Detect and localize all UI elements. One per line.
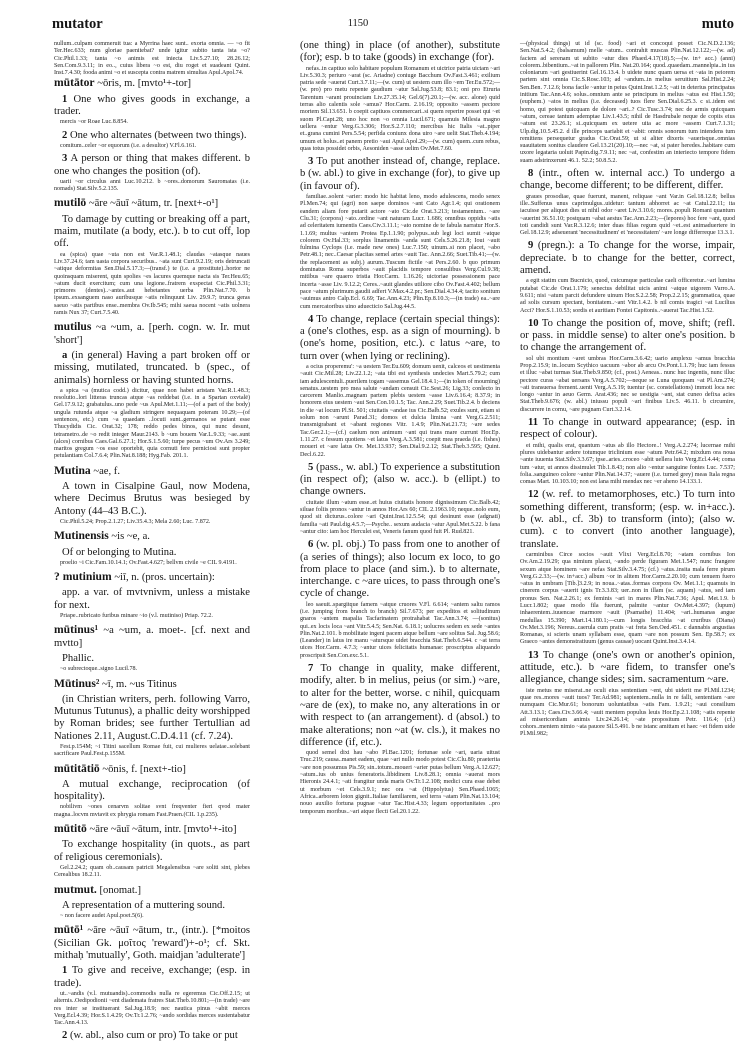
sense-definition bbox=[520, 240, 735, 277]
sense-definition bbox=[54, 653, 250, 665]
sense-citations: iste metus me miserat..ne oculi eius sententiam ~ent, ubi uiderit me Pl.Mil.1234; quae res..mores ~auit tuos? Ter.Ad.981; sapientem..nulla in re falli, sententiam ~are numquam Cic.Mur.61; bonorum uoluntatibus ~atis Fam. 1.9.21; ~aui consilium Att.3.13.1; Caes.Civ.3.66.4; ~auit mentem populus leuis Hor.Ep.2.1.108; ~atis repente ad misericordiam animis Liv.24.26.14; ~ate propositum Petr. 116.4; (cf.) cohors..mentem nimio ~ata pauore Sil.5.491. b ne istanc amittam et haec ~et fidem uide Pl.Mil.982; bbox=[520, 687, 735, 738]
sense-number: 4 bbox=[308, 313, 314, 325]
column-3 bbox=[520, 40, 735, 739]
sense-citations: ea (spica) quae ~uta non est Var.R.1.48.1; claudas ~atasque naues Liv.37.24.6; tam uasta corpora securibus.. ~ata sunt Curt.9.2.19; oris detruncati ~atique deformitas Sen.Dial.5.17.3;—(transf.) te (i.e. a prostitute)..hortor ne quoinsquam miserent, quin spolies ~es lacures quemque nacta sis Ter.Heu.65; ~atum ducit exercitum; cum una legione..fratrem exspectat Cic.Phil.3.31; primores (dentes)..~antes..aut hebetantes uerba Plin.Nat.7.70. b ipsum..exsanguem naso auribusque ~atis relinquunt Liv. 29.9.7; trunca geras saeuo ~atis partibus ense..membra Ov.Ib.545; mihi saeua nocent ~atis uolnera ramis Nux 37; Curt.7.5.40. bbox=[54, 251, 250, 317]
continuation-citations: nullum..culpam commeruit tua: a Myrrina haec sunt.. exorta omnia. — ~o fit Ter.Hec.633; num gloriae paenitebat? unde igitur subito tanta ista ~o? Cic.Phil.1.33; tanta ~o animis est iniecta Liv.5.27.10; 28.26.12; Sen.Com.9.3.11; in eo.., cuius libera ~o est, diu roget et suadeant Quint. Inst.7.4.30; fooda animi ~o et suscepta contra matrem simultas Apul.Apol.74. bbox=[54, 41, 250, 77]
column-2 bbox=[300, 40, 500, 816]
sense-text: To exchange hospitality (in quots., as part of religious ceremonials). bbox=[54, 839, 250, 863]
dictionary-entry bbox=[54, 465, 250, 526]
grammar-info: ~a ~um, a. moet-. [cf. next and mvtto] bbox=[54, 625, 250, 649]
sense-definition bbox=[54, 153, 250, 178]
sense-number: 3 bbox=[308, 156, 314, 168]
sense-citations: ~o subrectoque..signo Lucil.78. bbox=[60, 666, 138, 673]
sense-text: To put another instead of, change, replace. b (w. abl.) to give in exchange (for), to give up (in favour of). bbox=[300, 156, 500, 192]
headword: Mutinensis bbox=[54, 529, 109, 543]
sense-definition bbox=[54, 350, 250, 387]
sense-text: Of or belonging to Mutina. bbox=[62, 546, 177, 558]
sense-definition bbox=[520, 318, 735, 355]
sense-number: 12 bbox=[528, 489, 539, 501]
sense-definition bbox=[54, 694, 250, 743]
sense-citations: familiae..solent ~arier: modo hic habitat leno, modo adulescens, modo senex Pl.Men.74; qui (agri) non saepe dominos ~ant Cato Agr.1.4; qui orationem eandem aliam fore putarit actore ~ato Cic.de Orat.3.213; testamentum.. ~are Clu.31; (corpora) ~ato..ordine ~ant naturam Lucr. 1.686; omnibus oppidis ~atis ad celeritatem iumentis Caes.Civ.3.11.1; ~ato nomine de te fabula narratur Hor.S. 1.1.69; multus ~antem Protea Ep.1.1.90; polypus..sub legi loci sumit ~atque colorem Ov.Hal.33; sorplus linamentis ~anda sunt Cels.5.26.21.8; Ioui ~auit fulmina Cyclops (i.e. made new ones) Luc.7.150; uinum..si non placet, ~abo Petr.48.1; nec..Caesar placitas semel artes ~auit Tac. Ann.2.66; Suet.Tib.41;—(w. the replacement as subj.) aurum..Tuscum fictile ~at Pers.2.60. b quo primum dominatus Roma superbos ~auit placidis tempore consulibus Verg.Cul.9.38; mitibus ~are quaero tristia Hor.Carm. 1.16.26; uictoriae possessionem pace incerta ~asse Liv. 9.12.2; Ceres..~auit glandes utiliore cibo Ov.Fast.4.402; bellum pace ~atum plurimum gaudii adfert V.Max.4.2.pr.; Sen.Dial.4.34.4; tacito sonitum ~auimus antro Calp.Ecl. 6.69; Tac.Ann.4.23; Plin.Ep.8.10.3;—(in trade) ea..~are cum mercatoribus uino aduecticio Sal.Jug.44.5. bbox=[300, 194, 500, 310]
sense-citations: proelio ~i Cic.Fam.10.14.1; Ov.Fast.4.627; bellvm civile ~e CIL 9.4191. bbox=[60, 559, 237, 566]
sense-citations: leo saeuit..spargitque famem ~atque cruores V.Fl. 6.614; ~antem saltu ramos (i.e. jumping from branch to branch) Sil.7.673; per expeditos et solitudinum gnaros ~antem mapalia Tacfarinatem protrahabat Tac.Ann.3.74; —(sonitus) qui..ex locis loca ~ant Vitr.5.4.5; Sen.Nat. 6.18.1; uolucres sedem ex sede ~antes Plin.Nat.2.101. b mobilitate ingeni pacem atque bellum ~are solitus Sal. Jug.58.6; (Leander) in latus ire manu ~atursque uidet bracchia Stat.Theb.6.544. c ~at terra uices Hor.Carm. 4.7.3; ~antur uices felicitatis humanae: proscriptus aliquando proscripsit Sen.Con.exc.5.1. bbox=[300, 601, 500, 659]
sense-number: 6 bbox=[308, 539, 314, 551]
sense-definition bbox=[54, 587, 250, 612]
dictionary-entry bbox=[54, 77, 250, 193]
sense-citations: nobilivm ~ones cenarvm solitae svnt freqventer fieri qvod mater magna..locvm mvtavit ex phrygia romam Fast.Praen.(CIL 1.p.235). bbox=[54, 804, 250, 818]
grammar-info: ~a ~um, a. [perh. cogn. w. Ir. mut 'short'] bbox=[54, 322, 250, 346]
dictionary-entry bbox=[54, 197, 250, 317]
sense-text: A town in Cisalpine Gaul, now Modena, where Decimus Brutus was besieged by Antony (44–43 B.C.). bbox=[54, 481, 250, 517]
dictionary-entry bbox=[54, 678, 250, 759]
sense-text: A mutual exchange, reciprocation (of hospitality). bbox=[54, 778, 250, 803]
sense-definition bbox=[54, 965, 250, 990]
sense-text: app. a var. of mvtvnivm, unless a mistake for next. bbox=[54, 587, 250, 611]
headword: mūtitātiō bbox=[54, 761, 100, 775]
sense-citations: a egit statim cum Bucnicio, quod, cuicumque particulae caeli officeretur..~ari lumina putabat Cic.de Orat.1.179; senectus debilitat uicis animi ~atque uigorem Varro.A. 9.611; nisi ~atum parcit defundere uinum Hor.S.2.2.58; Prop.2.2.15; grammatica, quae ad solis cursum spectant, bonitatem..~ant Vitr.1.4.2. b nil comis tragici ~at Lucilius Acci? Hor.S.1.10.53; sordis et auritiam Fontei Capitonis..~auerat Tac.Hist.1.52. bbox=[520, 278, 735, 314]
sense-definition bbox=[520, 417, 735, 442]
headword: mutilō bbox=[54, 196, 87, 210]
sense-citations: ei mihi, qualis erat, quantum ~atus ab illo Hectore..! Verg.A.2.274; lucernae mihi plures uidebantur ardere totumque triclinium esse ~atum Petr.64.2; mixdum ora noua ~ante iuuenta Stat.Silv.3.3.67; ipse..aries..croceo ~abit uellera luto Verg.Ecl.4.44; coma tum ~atur, ut annos dissimulet Tib.1.8.43; non alio ~entur sanguine fontes Luc. 7.537; folia..sanguineo colore ~antur Plin.Nat.14.37; ~auere (i.e. turned grey) meas Itala regna comas Mart. 10.103.10; non est lana mihi mendax nec ~er aheno 14.133.1. bbox=[520, 442, 735, 486]
sense-citations: sol ubi montium ~aret umbras Hor.Carm.3.6.42; uario amplexu ~amus bracchia Prop.2.15.9; in..locum Scythico uacuum ~abor ab arcu Ov.Pont.1.1.79; huc iam fessus et illuc ~abat turmas Stat.Theb.9.850; (cf., post.) Aeneas.. nunc huc ingentis, nunc illuc pectore curas ~abat uersans Verg.A.5.702;—neque se Luna quoquam ~at Pl.Am.274; ~ati transuersa frement..uenti Verg.A.5.19; tuentur (sc. constellations) immoti loca nec longo ~antur in aeuo Germ. Arat.436; nec se uestigia ~ant, stat cuneo defixa acies Stat.Theb.9.676; (w. abl.) iniussu populi ~ari finibus Liv.5. 46.11. b circumire, discurrere in cornu, ~are pugnam Curt.3.2.14. bbox=[520, 355, 735, 413]
sense-text: To change in quality, make different, modify, alter. b in melius, peius (or sim.) ~are, to alter for the better, worse. c nihil, quicquam ~are de (ex), to make no, any alterations in or with respect to (an arrangement). d (absol.) to make alterations; non ~at (w. cls.), it makes no difference (if, etc.). bbox=[300, 663, 500, 748]
grammar-info: ~āre ~āuī ~ātum, tr., (intr.). [*moitos (Sicilian Gk. μοῖτος 'reward')+-o¹; cf. Skt. mithaḥ 'mutually', Goth. maidjan 'adulterate'] bbox=[54, 925, 250, 962]
headword: Mutina bbox=[54, 463, 91, 477]
column-1 bbox=[54, 40, 250, 1047]
entry-headline bbox=[54, 624, 250, 650]
headword: mutilus bbox=[54, 320, 92, 334]
sense-text: To change the position of, move, shift; (refl. or pass. in middle sense) to alter one's position. b to change the arrangement of. bbox=[520, 317, 735, 354]
dictionary-entry bbox=[54, 763, 250, 819]
sense-definition bbox=[300, 539, 500, 600]
headword: ? mutinium bbox=[54, 570, 112, 584]
sense-definition bbox=[520, 489, 735, 550]
entry-headline bbox=[54, 571, 250, 584]
entry-headline bbox=[54, 678, 250, 691]
sense-definition bbox=[300, 156, 500, 193]
sense-definition bbox=[54, 94, 250, 119]
headword: mūtātor bbox=[54, 76, 95, 90]
sense-definition bbox=[54, 214, 250, 251]
sense-definition bbox=[54, 130, 250, 142]
entry-headline bbox=[54, 924, 250, 962]
entry-headline bbox=[54, 197, 250, 210]
entry-headline bbox=[54, 465, 250, 478]
sense-text: A representation of a muttering sound. bbox=[62, 899, 225, 911]
sense-text: To damage by cutting or breaking off a part, maim, mutilate (a body, etc.). b to cut off, lop off. bbox=[54, 213, 250, 250]
headword: mūtitō bbox=[54, 822, 87, 836]
dictionary-entry bbox=[54, 884, 250, 921]
sense-number: a bbox=[62, 349, 68, 361]
dictionary-entry bbox=[54, 530, 250, 567]
sense-citations: a ocius properemu': ~a uestem Ter.Eu.609; domum uenit, calceos et uestimenta ~auit Cic.Mil.28; Liv.22.1.2; ~ata tibi est synthesis undecies Mart.5.79.2; cum iam adulescentuli..puerilem togam ~assemus Gel.18.4.1;—(in token of mourning) senatus..uestem pro mea salute ~andam censuit Cic.Sest.26; Lig.33; conlecto in carcerem Manlio..magnam partem plebis uestem ~asse Liv.6.16.4; 8.37.9; in honorem eius uestem ~aui Sen.Con.10.1.5; Tac. Ann.2.29; Suet.Tib.2.4. b deciens in die ~at locum Pl.St. 501; ciuitatis ~andae ius Cic.Balb.52; exules sunt, etiam si solum non ~arunt Parad.31; domos et dulcia limina ~ant Verg.G.2.511; transmigrabant et ~abant regiones Vitr. 1.4.9; Plin.Nat.21.73; ~are sedes Tac.Ger.2.1;—(cf.) caelum non animum ~ant qui trans mare currunt Hor.Ep. 1.11.27. c fessum quotiens ~et latus Verg.A.3.581; coepit mea praeda (i.e. fishes) moueri et ~are latus Ov. Met.13.937; Sen.Dial.9.2.12; Stat.Theb.3.595; Quint. Decl.6.22. bbox=[300, 363, 500, 458]
continuation-citations: —(physical things) ut id (sc. food) ~ari et concoqui posset Cic.N.D.2.136; Sen.Nat.5.4.2; (balsamum) melle ~atum.. contrahit muscas Plin.Nat.12.122;—(w. ad) faciem ad serenam ut subito ~atur dies Phaed.4.17(18).5;—(w. in+ acc.) (anni) colorem..bibentium..~at in pallorem Plin. Nat.20.164; quod..quaedam..mannelpia..in ius coloniarum ~ari gestiuerint Gel.16.13.4. b uidete nunc quam uersa et ~ata in peiorem partem sint omnia Cic.S.Rosc.103; ad ~andum..in melius seruitium Sal.Hist.2.24; Sen.Ben. 7.12.6; bona facile ~antur in peius Quint.Inst.1.2.5; ~ati in deterius principatus initium Tac.Ann.4.6; solus..omnium ante se principum in melius ~atus est Hist.1.50; (euphem.) ~atos in melius (i.e. deceased) tuos flere Sen.Dial.6.25.3. c si..idem est homo, qui potest quicquam de dolore ~ari..? Cic.Tusc.3.74; nec de armis quicquam ~atum, cereae tantum ademptae Liv.1.43.5; nihil de Hasdrubale neque de copiis eius ~atum est 23.26.1; si..quicquam ex uetere uita ac more ~assem Curt.7.1.31; Ulp.dig.10.5.45.2. d ille princeps uariabit et ~abit: omnis sonorum tum intendens tum remittens persequetur gradus Cic.Orat.59; ut si aliter dixeris ~auerisque..omnias suauitatem sonitus claudere Gel.13.21(20).10;—nec ~at, si pater heredes..habitare cum uxore legataria uoluit Papin.dig.7.9.11; nec ~at, confestim an interiecto tempore fidem suam adstrinxerunt 46.1. 52.2; 50.8.5.2. bbox=[520, 41, 735, 164]
running-head bbox=[52, 16, 734, 36]
sense-text: (in general) Having a part broken off or missing, mutilated, truncated. b (spec., of animals) hornless or having stunted horns. bbox=[54, 349, 250, 386]
sense-text: To change (one's own or another's opinion, attitude, etc.). b ~are fidem, to transfer one's allegiance, change sides; sim. sacramentum ~are. bbox=[520, 649, 735, 686]
sense-text: (in Christian writers, perh. following Varro, Mutunus Tutunus), a phallic deity worshipped by Roman brides; see further Tertullian ad Nationes 2.11, August.C.D.4.11 (cf. 7.24). bbox=[54, 693, 250, 742]
continuation-definition: (one thing) in place (of another), substitute (for); esp. b to take (goods) in exchange (for). bbox=[300, 40, 500, 64]
sense-number: 2 bbox=[62, 129, 68, 141]
dictionary-entry bbox=[54, 624, 250, 673]
sense-citations: comitum..celer ~or equorum (i.e. a desultor) V.Fl.6.161. bbox=[60, 142, 197, 149]
entry-headline bbox=[54, 77, 250, 90]
sense-definition bbox=[300, 663, 500, 749]
sense-text: A person or thing that makes different. b one who changes the position (of). bbox=[54, 153, 250, 177]
sense-number: 1 bbox=[62, 93, 68, 105]
sense-definition bbox=[300, 314, 500, 363]
sense-definition bbox=[520, 650, 735, 687]
sense-citations: uarii ~or circulus anni Luc.10.212. b ~ores..domorum Sauromatas (i.e. nomads) Stat.Silv.5.2.135. bbox=[54, 178, 250, 193]
sense-text: Phallic. bbox=[62, 652, 95, 664]
sense-citations: carminibus Circe socios ~auit Vlixi Verg.Ecl.8.70; ~atam cornibus Ion Ov.Am.2.19.29; qua nimium placui, ~ando perde figuram Met.1.547; nunc frangere sexum atque hominem ~are nefas Stat.Silv.3.4.75; (cf.) ~atus..insita mala ferre pirum Verg.G.2.33;—(w. in+acc.) album ~or in alitem Hor.Carm.2.20.10; cum tenuem fuero ~atus in umbram [Tib.]3.2.9; in noua..~atas..formas corpora Ov. Met.1.1; quamuis in cinerem corpus ~auerit ignis Tr.3.3.83; uer..non in illam (sc. aquam) ~atus, sed iam pronus Sen. Nat.2.26.1; ex feminis ~ari in mares Plin.Nat.7.36; Apul. Met.1.9. b Lucr.1.802; quae modo fila fuerunt, palmite ~antur Ov.Met.4.397; (lupum) inhaerentem..iuuencae marmore ~auit (Psamathe) 11.404; ~ari..humanas angue medullas 15.390; Mart.14.180.1;—cum longis bracchia ~at cruribus (Diana) Ov.Met.3.196; Nereus..caerula cum pratis ~at freta Sen.Oed.451. c dannabis angustias Romanas, si scieris unam syllabam esse, quam ~are non possum Sen. Ep.58.7; ex Graeco ~antes demonstratiuum (genus causae) uocant Quint.Inst.3.4.14. bbox=[520, 551, 735, 646]
entry-headline bbox=[54, 884, 250, 897]
grammar-info: ~āre ~āuī ~ātum, tr. [next+-o¹] bbox=[88, 198, 219, 210]
entry-headline bbox=[54, 763, 250, 776]
sense-citations: ~ non facere audet Apul.poet.5(6). bbox=[60, 913, 144, 920]
sense-number: 3 bbox=[62, 153, 68, 165]
grammar-info: ~is ~e, a. bbox=[111, 531, 150, 543]
entry-headline bbox=[54, 530, 250, 543]
sense-definition bbox=[54, 900, 250, 912]
grammar-info: ~iī, n. (pros. uncertain): bbox=[114, 572, 215, 584]
grammar-info: ~ōnis, f. [next+-tio] bbox=[102, 763, 186, 775]
sense-definition bbox=[54, 839, 250, 864]
grammar-info: ~ae, f. bbox=[93, 465, 120, 477]
right-guide-word: muto bbox=[701, 16, 734, 32]
sense-citations: Priape..rubricato furibus minare ~io (v.l. mutiniso) Priap. 72.2. bbox=[60, 613, 213, 620]
sense-text: (w. pl. obj.) To pass from one to another of (a series of things); also locum ex loco, to go from place to place (and sim.). b to alternate, interchange. c ~are uices, to pass through one's cycle of change. bbox=[300, 539, 500, 600]
sense-text: To give and receive, exchange; (esp. in trade). bbox=[54, 965, 251, 989]
grammar-info: ~ōris, m. [mvto¹+-tor] bbox=[97, 78, 191, 90]
sense-number: 1 bbox=[62, 965, 68, 977]
sense-text: To change in outward appearance; (esp. in respect of colour). bbox=[520, 417, 735, 441]
sense-citations: Gel.2.24.2; quam ob..causam patricii Megalensibus ~are soliti sint, plebes Cerealibus 18.2.11. bbox=[54, 864, 250, 879]
sense-text: (w. ref. to metamorphoses, etc.) To turn into something different, transform; (esp. w. in+acc.). b (w. abl., cf. 3b) to transform (into); (also w. cum). c to convert (into another language), translate. bbox=[520, 489, 735, 550]
sense-number: 8 bbox=[528, 168, 534, 180]
sense-definition bbox=[54, 779, 250, 804]
sense-text: One who gives goods in exchange, a trader. bbox=[54, 93, 251, 118]
sense-citations: mercis ~or Roae Luc.8.854. bbox=[60, 119, 128, 126]
sense-number: 11 bbox=[528, 417, 539, 429]
sense-text: To change, replace (certain special things): a (one's clothes, esp. as a sign of mourning). b (one's home, position, etc.). c latus ~are, to turn over (when lying or reclining). bbox=[300, 313, 500, 362]
sense-citations: ciuitate illum ~atum esse..et huius ciuitatis honore dignissimum Cic.Balb.42; siluae foliis pronos ~antur in annos Hor.Ars 60; CIL 2.1963.10; neque..nolo eum, quod sit dicturus..colore ~ari Quint.Inst.12.5.54; qui desinunt esse (adgnati) familia ~ati Paul.dig.4.5.7;—Psyche.. sexum audacia ~atur Apul.Met.5.22. b fana ~antur cito: iam hoc Herculei est, Veneris fanum quod fuit Pl. Rud.821. bbox=[300, 499, 500, 535]
headword: mūtinus¹ bbox=[54, 623, 99, 637]
grammar-info: [onomat.] bbox=[99, 884, 141, 896]
sense-number: 5 bbox=[308, 461, 314, 473]
sense-definition bbox=[520, 168, 735, 193]
dictionary-entry bbox=[54, 321, 250, 460]
sense-text: One who alternates (between two things). bbox=[69, 129, 247, 141]
sense-citations: ut..~andis (v.l. mutuandis)..commodis nulla re egeremus Cic.Off.2.15; ut alternis..Oedipodionii ~ent diademata fratres Stat.Theb.10.801;—(in trade) ~are res inter se instituerant Sal.Jug.18.9; nec nautica pinus ~abit merces Verg.Ecl.4.39; Hor.S.1.4.29; Ov.Tr.1.2.76; ~ando sordidas merces sustentabatur Tac.Ann.4.13. bbox=[54, 990, 250, 1027]
sense-definition bbox=[54, 547, 250, 559]
dictionary-entry bbox=[54, 924, 250, 1042]
sense-definition bbox=[54, 481, 250, 518]
sense-number: 13 bbox=[528, 649, 539, 661]
sense-citations: Cic.Phil.5.24; Prop.2.1.27; Liv.35.4.3; Mela 2.60; Luc. 7.872. bbox=[60, 518, 211, 525]
dictionary-entry bbox=[54, 571, 250, 620]
sense-text: (w. abl., also cum or pro) To take or put bbox=[69, 1030, 238, 1042]
sense-citations: a spica ~a (mutica codd.) dicitur, quae non habet aristam Var.R.1.48.3; resolutio..lori litteras truncas atque ~as reddebat (i.e. in a Spartan oxvtalē) Gel.17.9.12; grabatulus..uno pede ~us Apul.Met.1.11;—(of a part of the body) ungula rutunda atque ~a gladium stringere nequaquam poteram 10.29;—(of sentences, etc.) cum ~a quaedam ..locuti sunt..germanos se putant esse Thucydidis Cic. Orat.32; 178; reddo pedes binos, qui nunc desunt, tetrametro..de ~o redit integer Maur.2143. b ~um bouem Var.L.9.33; ~ae..sunt (alces) cornibus Caes.Gal.6.27.1; Hor.S.1.5.60; turpe pecus ~um Ov.Ars 3.249; maritos gregum ~os esse oportebit, quia cornuti fere perniciosi sunt propter petulantiam Col.7.6.4; Plin.Nat.8.188; Hyg.Fab. 201.1. bbox=[54, 387, 250, 460]
sense-number: 9 bbox=[528, 240, 534, 252]
headword: Mūtinus² bbox=[54, 676, 100, 690]
sense-number: 2 bbox=[62, 1030, 68, 1042]
sense-number: 10 bbox=[528, 317, 539, 329]
dictionary-entry bbox=[54, 823, 250, 879]
sense-text: (intr., often w. internal acc.) To undergo a change, become different; to be different, differ. bbox=[520, 168, 735, 192]
sense-citations: graues prosodiae, quae fuerunt, manent, reliquae ~ant Var.in Gel.18.12.8; bellus ille..Suffenus unus caprimulgus..uidetur: tantum abhorret ac ~at Catul.22.11; ita iacuisse per aliquot dies ut nihil odor ~aret Liv.3.10.6; mores..populi Romani quantum ~auerint 36.51.10; postquam ~abat aestus Tac.Ann.2.23;—(lepores) hoc fere ~ant, quod toti candidi sunt Var.R.3.12.6; inter duas filias regum quid ~et..est animaduertere in Gel.18.12.9; adseuerant 'necessitudinem' et 'necessitatem' ~are longe differreque 13.3.1. bbox=[520, 193, 735, 237]
entry-headline bbox=[54, 823, 250, 836]
headword: mutmut. bbox=[54, 882, 97, 896]
grammar-info: ~āre ~āuī ~ātum, intr. [mvto¹+-ito] bbox=[89, 824, 237, 836]
sense-definition bbox=[54, 1030, 250, 1042]
sense-text: (pass., w. abl.) To experience a substitution (in respect of); (also w. acc.). b (ellipt.) to change owners. bbox=[300, 461, 501, 498]
sense-text: (pregn.): a To change for the worse, impair, depreciate. b to change for the better, correct, amend. bbox=[520, 240, 735, 277]
sense-definition bbox=[300, 462, 500, 499]
grammar-info: ~ī, m. ~us Titinus bbox=[102, 678, 177, 690]
continuation-citations: nefas..in captiuo solo habitare populum Romanum et uictrice patria uictam ~ari Liv.5.30.3; periuro ~arat (sc. Ariadne) coniuge Bacchum Ov.Fast.3.461; exilium patria sede ~auerat Curt.3.7.11;—(w. cum) ut uestem cum illo ~em Ter.Eu.572;—(w. pro) pro metu repente gaudium ~atur Sal.Jug.53.8; 83.1; oni pro Etruria Tarentum ~arant prouinciam Liv.27.35.14; Gel.6(7).20.1;—(w. acc. alone) quid terras alio calentis sole ~amus? Hor.Carm. 2.16.19; opposito ~assem pectore mortem Sil.13.651. b coepit captiuos commercari..si quem reperire posset qui ~et suom Pl.Capt.28; uno hoc non ~o omnia Lucil.671; quamuis Milesia magno uellera ~entur Verg.G.3.306; Hor.S.2.7.110; mercibus hic Italis ~at..piper et..grana cumini Pers.5.54; perfida coniunx dona uiro ~are uelit Stat.Theb.4.194; umum et holus..et panem pretio ~aui Apul.Apol.29;—(w. cum) quem..cum rebus, quas totus possidet orbis, Aesoniden ~asse uelim Ov.Met.7.60. bbox=[300, 65, 500, 152]
page-number: 1150 bbox=[347, 18, 369, 29]
entry-headline bbox=[54, 321, 250, 347]
left-guide-word: mutator bbox=[52, 16, 103, 32]
sense-number: 7 bbox=[308, 663, 314, 675]
headword: mūtō¹ bbox=[54, 923, 84, 937]
sense-citations: quod semel dixi hau ~abo Pl.Bac.1201; fortunae sole ~ari, uaria uitust Truc.219; causa..manet eadem, quae ~ari nullo modo potest Cic.Clu.80; praeterita ~are non possumus Pis.59; sin..totum..moueri ~arier putas bellum Verg.A.12.627; ~atum..ius ob unius feneratoris..libidinem Liv.8.28.1; omnia ~auerat mors Hieronis 24.4.1; ~ati frangitur unda maris Ov.Tr.1.2.108; medici cura esse debet ut morbum ~et Cels.3.9.1; nec ora ~at (Hippolytus) Sen.Phaed.1065; Africa..arborem loton gignit..Italiae familiarem, sed terra ~atam Plin.Nat.13.104; nouo auxilio fortuna pugnae ~atur Tac.Hist.4.33; legum opportunitates ..pro temporum moribus..~ari atque flecti Gel.20.1.22. bbox=[300, 750, 500, 815]
sense-citations: Fest.p.154M; ~i Titini sacellum Romae fuit, cui mulieres uelatae..solebant sacrificare Paul.Fest.p.155M. bbox=[54, 744, 250, 758]
